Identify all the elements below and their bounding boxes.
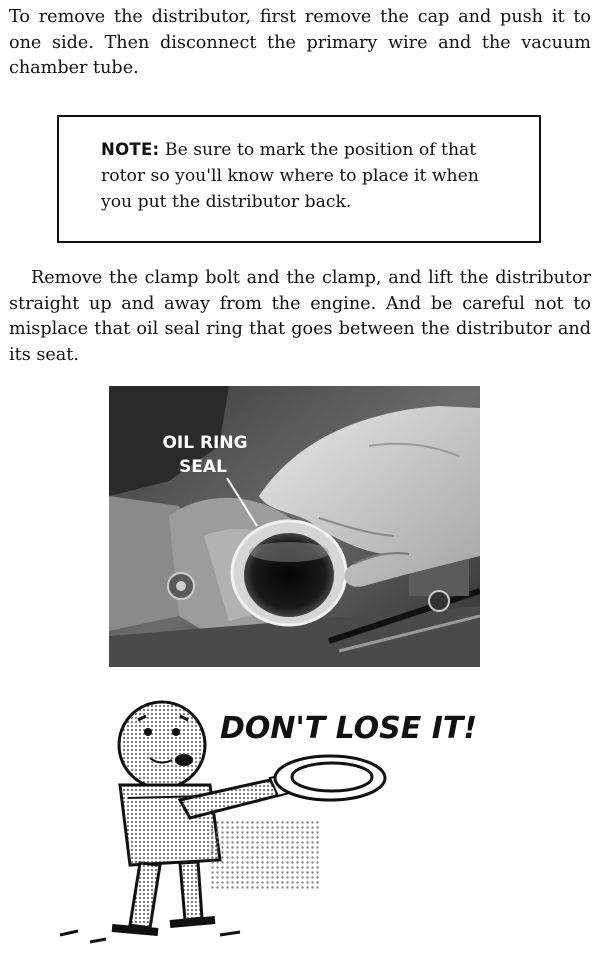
intro-paragraph: To remove the distributor, first remove the cap and push it to one side. Then disconnect the primary wire and the vacuum chamber tube. [9, 7, 591, 78]
note-box [57, 115, 541, 243]
dont-lose-it-caption: DON'T LOSE IT! [220, 711, 478, 746]
dont-lose-it-cartoon [30, 680, 570, 949]
note-text [101, 137, 501, 215]
note-body: Be sure to mark the position of that rotor so you'll know where to place it when you put the distributor back. [101, 140, 479, 212]
distributor-seat-photo [109, 386, 480, 667]
oil-ring-seal-callout-line-1: OIL RING [162, 433, 248, 453]
oil-ring-seal-callout-line-2: SEAL [179, 457, 227, 477]
removal-paragraph: Remove the clamp bolt and the clamp, and lift the distributor straight up and away from the engine. And be careful not to misplace that oil seal ring that goes between the distributor and its seat. [9, 268, 591, 365]
note-label: NOTE: [101, 140, 160, 159]
